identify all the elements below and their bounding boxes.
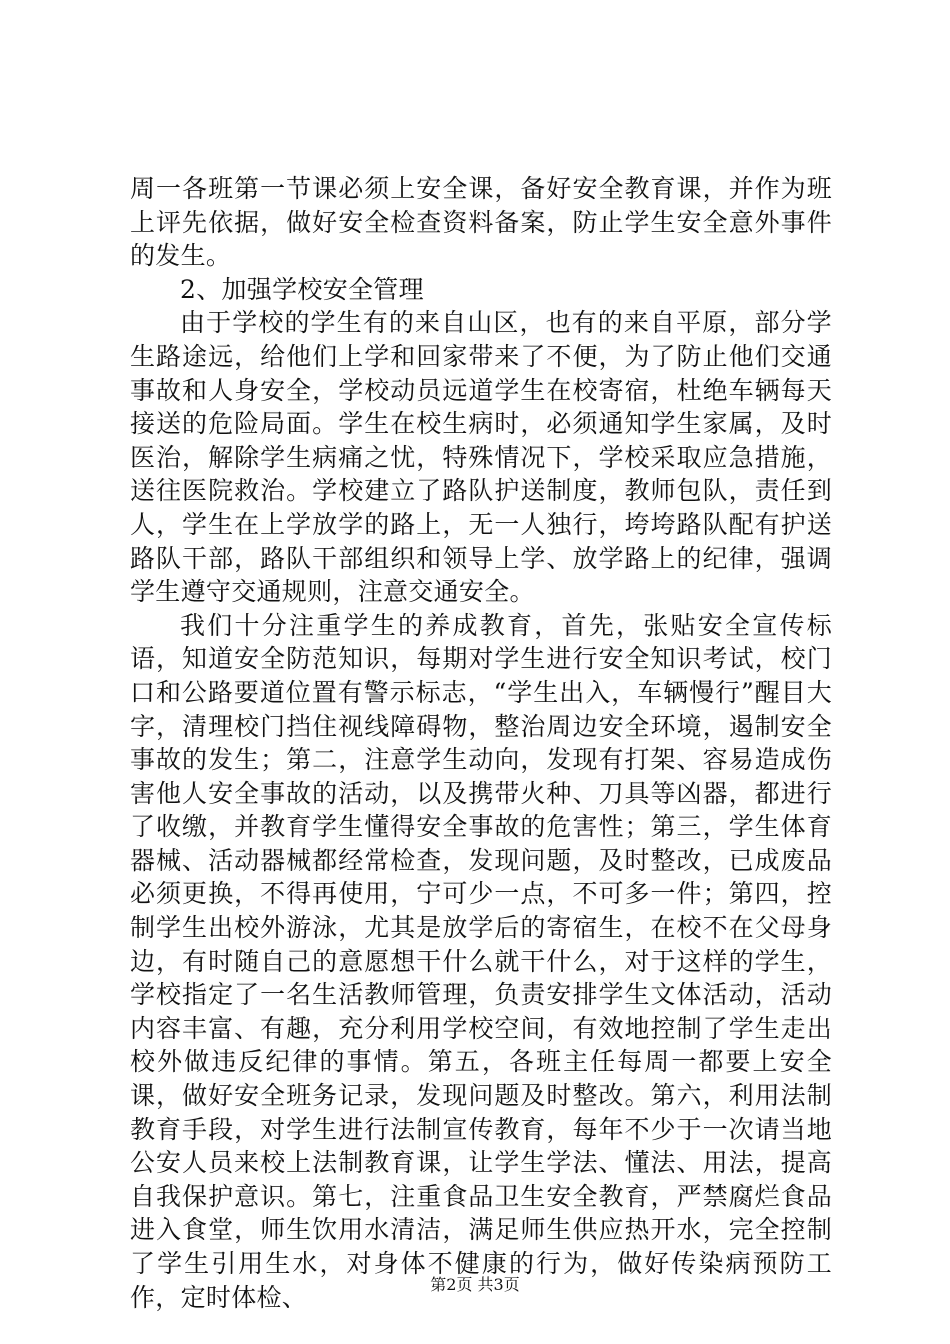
document-body [130, 172, 832, 1314]
paragraph-school-safety: 由于学校的学生有的来自山区，也有的来自平原，部分学生路途远，给他们上学和回家带来了不便，为了防止他们交通事故和人身安全，学校动员远道学生在校寄宿，杜绝车辆每天接送的危险局面。学生在校生病时，必须通知学生家属，及时医治，解除学生病痛之忧，特殊情况下，学校采取应急措施，送往医院救治。学校建立了路队护送制度，教师包队，责任到人，学生在上学放学的路上，无一人独行，垮垮路队配有护送路队干部，路队干部组织和领导上学、放学路上的纪律，强调学生遵守交通规则，注意交通安全。 [130, 308, 832, 607]
section-heading: 2、加强学校安全管理 [180, 274, 424, 304]
paragraph-continuation: 周一各班第一节课必须上安全课，备好安全教育课，并作为班上评先依据，做好安全检查资料备案，防止学生安全意外事件的发生。 [130, 174, 832, 271]
paragraph-habit-education: 我们十分注重学生的养成教育，首先，张贴安全宣传标语，知道安全防范知识，每期对学生进行安全知识考试，校门口和公路要道位置有警示标志，“学生出入，车辆慢行”醒目大字，清理校门挡住视线障碍物，整治周边安全环境，遏制安全事故的发生；第二，注意学生动向，发现有打架、容易造成伤害他人安全事故的活动，以及携带火种、刀具等凶器，都进行了收缴，并教育学生懂得安全事故的危害性；第三，学生体育器械、活动器械都经常检查，发现问题，及时整改，已成废品必须更换，不得再使用，宁可少一点，不可多一件；第四，控制学生出校外游泳，尤其是放学后的寄宿生，在校不在父母身边，有时随自己的意愿想干什么就干什么，对于这样的学生，学校指定了一名生活教师管理，负责安排学生文体活动，活动内容丰富、有趣，充分利用学校空间，有效地控制了学生走出校外做违反纪律的事情。第五，各班主任每周一都要上安全课，做好安全班务记录，发现问题及时整改。第六，利用法制教育手段，对学生进行法制宣传教育，每年不少于一次请当地公安人员来校上法制教育课，让学生学法、懂法、用法，提高自我保护意识。第七，注重食品卫生安全教育，严禁腐烂食品进入食堂，师生饮用水清洁，满足师生供应热开水，完全控制了学生引用生水，对身体不健康的行为，做好传染病预防工作，定时体检、 [130, 610, 832, 1312]
page-footer: 第2页 共3页 [430, 1275, 520, 1294]
